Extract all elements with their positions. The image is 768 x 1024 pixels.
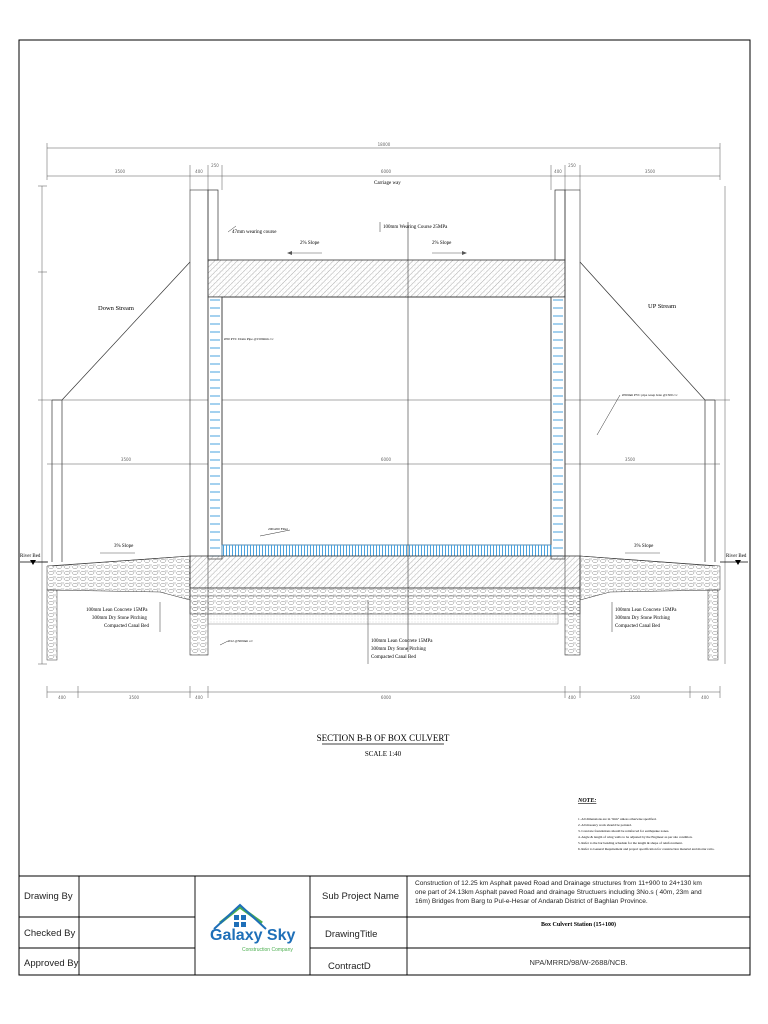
left-foundation-notes: [86, 602, 160, 632]
drawing-title-value: Box Culvert Station (15+100): [541, 922, 616, 928]
logo-subtitle: Construction Company: [242, 947, 293, 953]
dim-top-gap: 250: [211, 163, 219, 168]
right-canal-bed: [580, 556, 720, 600]
left-parapet: [208, 190, 218, 260]
section-scale: SCALE 1:40: [364, 750, 402, 758]
label-down-stream: Down Stream: [98, 305, 134, 312]
approved-by-label: Approved By: [24, 958, 79, 969]
dim-top-right-b: 400: [554, 169, 562, 174]
dim-top-left-b: 400: [195, 169, 203, 174]
label-fillet: 200x200 Fillet: [268, 527, 288, 531]
project-line-2: one part of 24.13km Asphalt paved Road and drainage Structuers including 3No.s ( 40m, 23m and: [415, 889, 702, 896]
label-wearing-left: 47mm wearing course: [232, 230, 277, 235]
dim-bot-c: 400: [195, 695, 203, 700]
label-center-lean: 100mm Lean Concrete 15MPa: [371, 639, 433, 644]
dim-top-right: 3500: [644, 169, 656, 174]
dim-top-center: 6000: [380, 169, 392, 174]
logo-name: Galaxy Sky: [210, 927, 296, 944]
label-canal-slope-left: 3% Slope: [114, 544, 134, 549]
dim-top-gap-r: 250: [568, 163, 576, 168]
note-4: 4. Angle & length of wing walls to be adjusted by the Engineer as per site condition.: [578, 835, 693, 839]
box-opening: [222, 297, 551, 545]
section-title: SECTION B-B OF BOX CULVERT: [316, 733, 450, 743]
dim-bot-g: 400: [701, 695, 709, 700]
dim-bot-d: 6000: [380, 695, 392, 700]
label-right-stone: 300mm Dry Stone Pitching: [615, 616, 670, 621]
dim-mid-right: 3500: [624, 457, 636, 462]
left-canal-bed: [47, 556, 190, 600]
label-right-compacted: Compacted Canal Bed: [615, 624, 660, 629]
dim-overall: 18000: [377, 142, 391, 147]
drawing-by-label: Drawing By: [24, 891, 73, 902]
checked-by-label: Checked By: [24, 928, 76, 939]
label-pvc-drain: Ø50 PVC Drain Pipe @1500mm c/c: [224, 337, 274, 341]
label-dowel: Ø12 @300mm c/c: [228, 639, 253, 643]
dim-mid-left: 3500: [120, 457, 132, 462]
dim-bot-f: 3500: [629, 695, 641, 700]
label-weephole: Ø50mm PVC pipe weep hole @1500 c/c: [622, 393, 678, 397]
project-description: [415, 879, 745, 906]
label-slope-left: 2% Slope: [300, 241, 320, 246]
label-left-compacted: Compacted Canal Bed: [104, 624, 149, 629]
note-6: 6. Refer to General Requirement and project specification for construction material and mortar ratio.: [578, 847, 715, 851]
project-line-1: Construction of 12.25 km Asphalt paved Road and Drainage structures from 11+900 to 24+130 km: [415, 880, 702, 887]
label-left-lean: 100mm Lean Concrete 15MPa: [86, 608, 148, 613]
dim-bot-a: 400: [58, 695, 66, 700]
label-right-lean: 100mm Lean Concrete 15MPa: [615, 608, 677, 613]
label-carriage-way: Carriage way: [374, 181, 401, 186]
dim-top-left: 3500: [114, 169, 126, 174]
label-canal-slope-right: 3% Slope: [634, 544, 654, 549]
right-foundation-notes: [612, 602, 677, 632]
note-5: 5. Refer to the bar bending schedule for the length & shape of reinforcement.: [578, 841, 683, 845]
label-up-stream: UP Stream: [648, 303, 677, 310]
contract-label: ContractD: [328, 961, 371, 972]
label-center-compacted: Compacted Canal Bed: [371, 655, 416, 660]
dim-bot-b: 3500: [128, 695, 140, 700]
label-river-bed-left: River Bed: [20, 554, 41, 559]
label-wearing-center: 100mm Wearing Course 25MPa: [383, 225, 448, 230]
sub-project-name-label: Sub Project Name: [322, 891, 400, 902]
project-line-3: 16m) Bridges from Barg to Pul-e-Hesar of Andarab District of Baghlan Province.: [415, 898, 648, 905]
label-left-stone: 300mm Dry Stone Pitching: [92, 616, 147, 621]
company-logo: [200, 887, 305, 967]
note-1: 1. All dimensions are in "mm" unless otherwise specified.: [578, 817, 657, 821]
foundation-stone: [190, 588, 580, 614]
drawing-title-label: DrawingTitle: [325, 929, 378, 940]
dim-mid-center: 6000: [380, 457, 392, 462]
label-slope-right: 2% Slope: [432, 241, 452, 246]
note-3: 3. Concrete foundations should be reinforced for earthquake zones.: [578, 829, 670, 833]
right-parapet: [555, 190, 565, 260]
notes-heading: NOTE:: [578, 798, 597, 804]
contract-number: NPA/MRRD/98/W-2688/NCB.: [529, 958, 628, 967]
label-center-stone: 300mm Dry Stone Pitching: [371, 647, 426, 652]
dim-bot-e: 400: [568, 695, 576, 700]
label-river-bed-right: River Bed: [726, 554, 747, 559]
invert-layer: [222, 545, 551, 556]
note-2: 2. All masonry work should be pointed.: [578, 823, 632, 827]
